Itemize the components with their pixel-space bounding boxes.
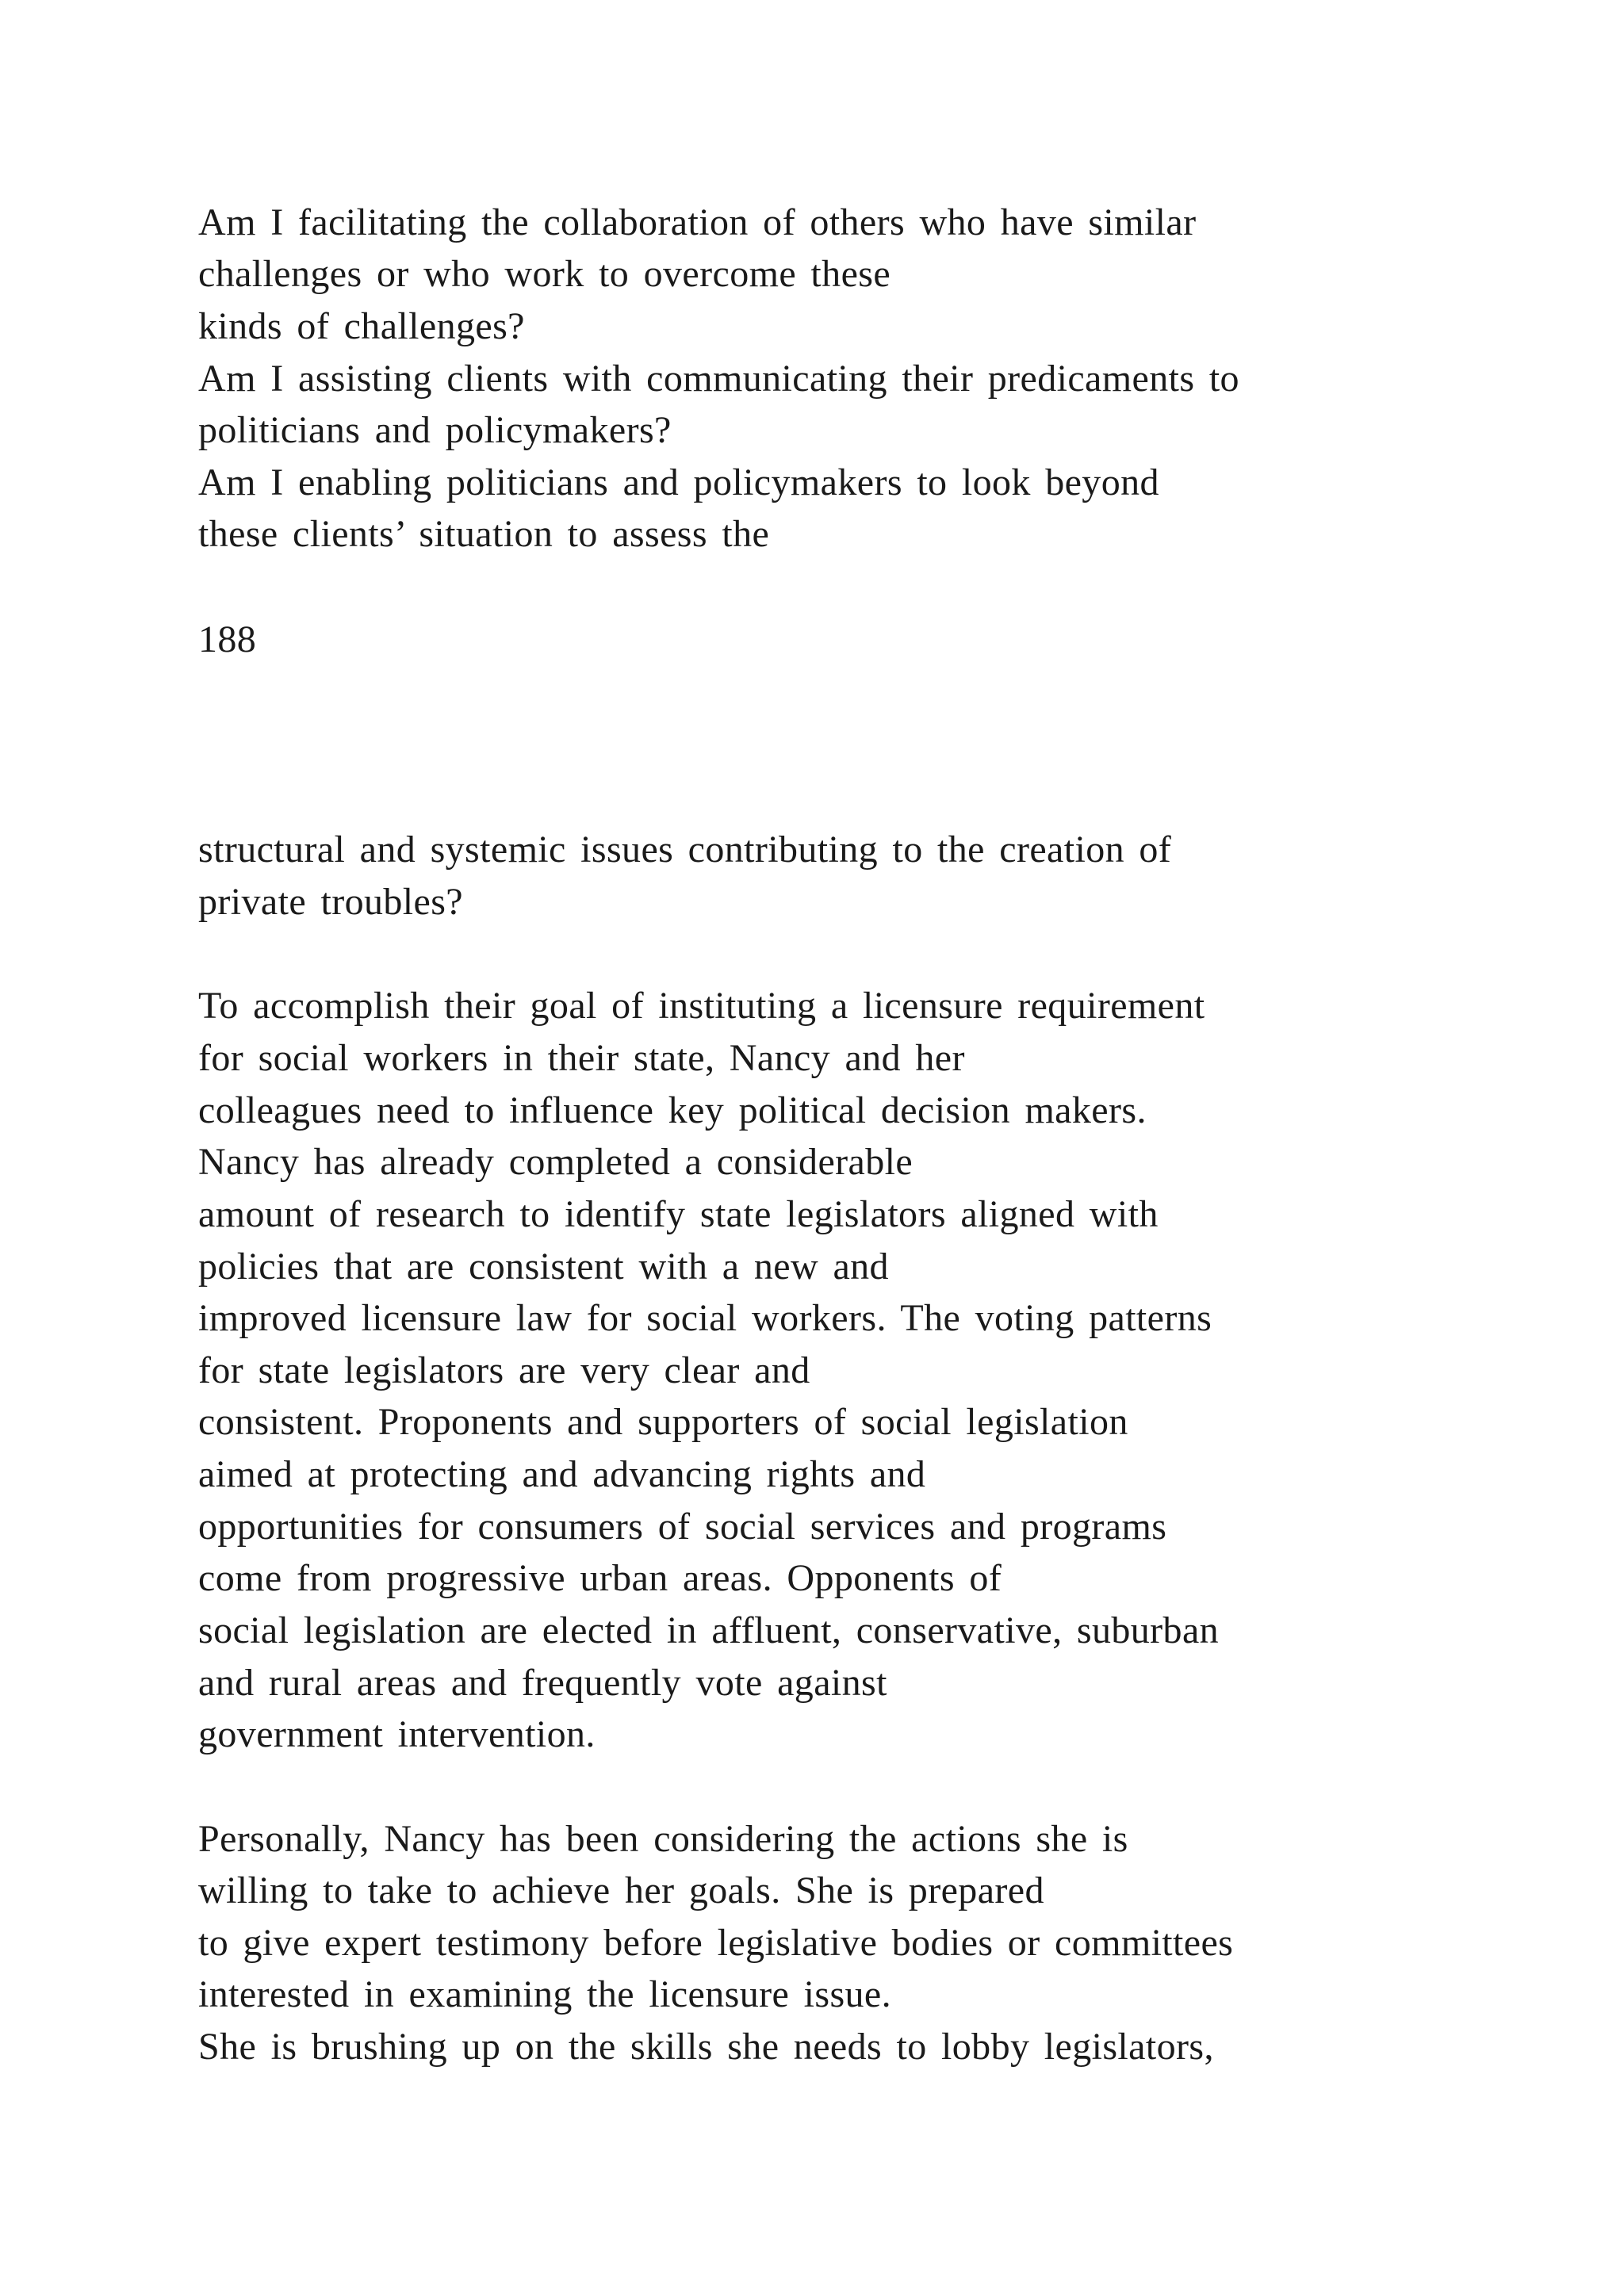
text-line: come from progressive urban areas. Opponents of bbox=[198, 1557, 1002, 1599]
text-line: government intervention. bbox=[198, 1713, 596, 1755]
text-line: politicians and policymakers? bbox=[198, 409, 672, 451]
text-line: structural and systemic issues contributing to the creation of bbox=[198, 828, 1172, 871]
text-line: consistent. Proponents and supporters of social legislation bbox=[198, 1401, 1128, 1443]
text-line: She is brushing up on the skills she needs to lobby legislators, bbox=[198, 2026, 1214, 2068]
text-line: interested in examining the licensure issue. bbox=[198, 1973, 892, 2015]
text-line: policies that are consistent with a new and bbox=[198, 1246, 889, 1288]
text-line: To accomplish their goal of instituting a licensure requirement bbox=[198, 985, 1205, 1027]
text-line: Am I enabling politicians and policymakers to look beyond bbox=[198, 461, 1159, 503]
text-line: for social workers in their state, Nancy and her bbox=[198, 1037, 965, 1079]
text-line: for state legislators are very clear and bbox=[198, 1349, 810, 1391]
text-line: improved licensure law for social workers. The voting patterns bbox=[198, 1297, 1212, 1339]
text-line: colleagues need to influence key political decision makers. bbox=[198, 1089, 1147, 1131]
text-line: these clients’ situation to assess the bbox=[198, 513, 770, 555]
text-line: social legislation are elected in affluent, conservative, suburban bbox=[198, 1609, 1220, 1651]
text-line: willing to take to achieve her goals. She is prepared bbox=[198, 1869, 1044, 1911]
text-line: and rural areas and frequently vote against bbox=[198, 1662, 887, 1704]
text-line: Personally, Nancy has been considering the actions she is bbox=[198, 1818, 1128, 1860]
page-number: 188 bbox=[198, 618, 257, 660]
text-line: to give expert testimony before legislative bodies or committees bbox=[198, 1922, 1234, 1964]
text-line: aimed at protecting and advancing rights and bbox=[198, 1453, 926, 1495]
text-line: amount of research to identify state legislators aligned with bbox=[198, 1193, 1159, 1235]
text-line: opportunities for consumers of social services and programs bbox=[198, 1506, 1167, 1548]
text-line: Nancy has already completed a considerable bbox=[198, 1141, 914, 1183]
text-line: private troubles? bbox=[198, 881, 464, 923]
text-line: challenges or who work to overcome these bbox=[198, 253, 891, 295]
text-line: Am I assisting clients with communicating their predicaments to bbox=[198, 358, 1239, 400]
text-line: Am I facilitating the collaboration of others who have similar bbox=[198, 201, 1197, 243]
text-line: kinds of challenges? bbox=[198, 305, 525, 347]
